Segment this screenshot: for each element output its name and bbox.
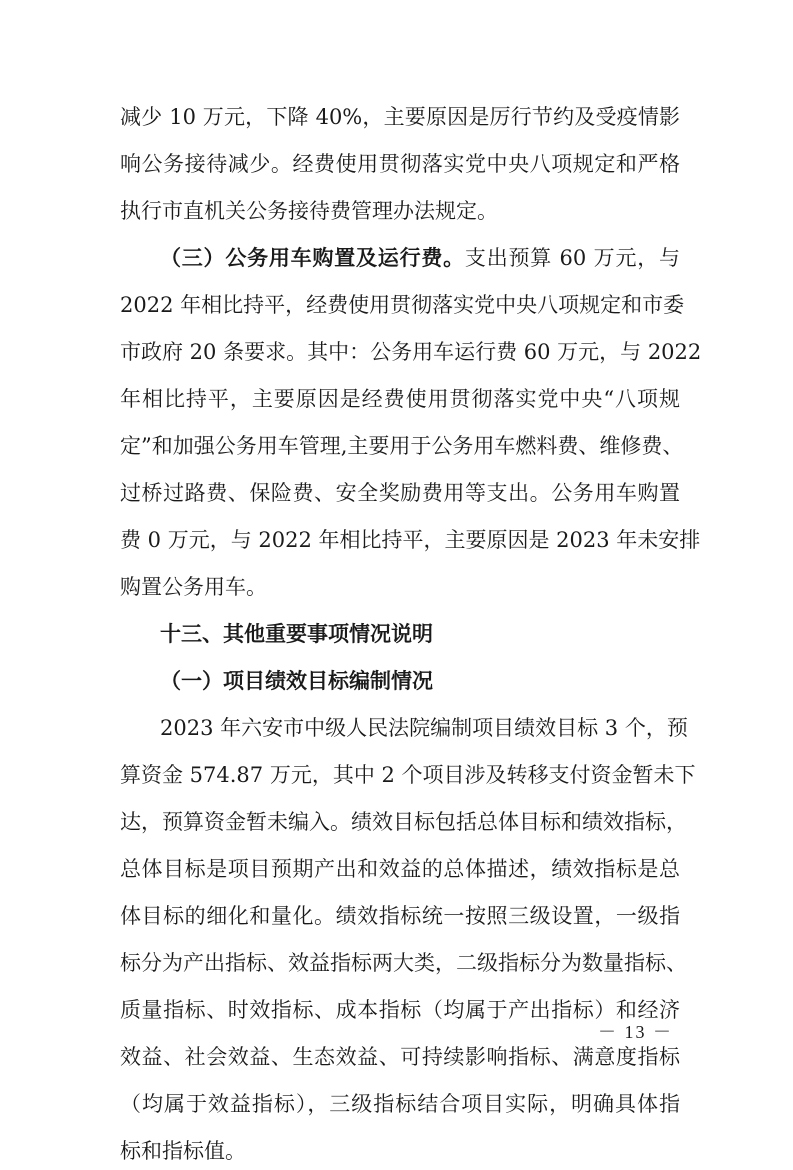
paragraph-line: 定”和加强公务用车管理,主要用于公务用车燃料费、维修费、 (120, 434, 684, 458)
paragraph-line: 响公务接待减少。经费使用贯彻落实党中央八项规定和严格 (120, 152, 680, 176)
section-heading: 十三、其他重要事项情况说明 (160, 622, 433, 646)
subsection-heading: （三）公务用车购置及运行费。 (160, 246, 465, 270)
paragraph-line: 过桥过路费、保险费、安全奖励费用等支出。公务用车购置 (120, 481, 680, 505)
paragraph-line: 市政府 20 条要求。其中：公务用车运行费 60 万元，与 2022 (120, 340, 702, 364)
paragraph-line: 效益、社会效益、生态效益、可持续影响指标、满意度指标 (120, 1045, 680, 1069)
paragraph-line: 执行市直机关公务接待费管理办法规定。 (120, 199, 498, 223)
paragraph-line: 2023 年六安市中级人民法院编制项目绩效目标 3 个，预 (160, 716, 688, 740)
paragraph-line: 年相比持平，主要原因是经费使用贯彻落实党中央“八项规 (120, 387, 680, 411)
paragraph-line: 算资金 574.87 万元，其中 2 个项目涉及转移支付资金暂未下 (120, 763, 696, 787)
paragraph-line: 总体目标是项目预期产出和效益的总体描述，绩效指标是总 (120, 857, 680, 881)
paragraph-line: 费 0 万元，与 2022 年相比持平，主要原因是 2023 年未安排 (120, 528, 701, 552)
paragraph-line: 减少 10 万元，下降 40%，主要原因是厉行节约及受疫情影 (120, 105, 680, 129)
paragraph-line: 标和指标值。 (120, 1139, 246, 1163)
paragraph-line: 标分为产出指标、效益指标两大类，二级指标分为数量指标、 (120, 951, 687, 975)
paragraph-line (120, 239, 680, 277)
paragraph-line: 体目标的细化和量化。绩效指标统一按照三级设置，一级指 (120, 904, 680, 928)
page-number: － 13 － (598, 1022, 673, 1042)
paragraph-line: 2022 年相比持平，经费使用贯彻落实党中央八项规定和市委 (120, 293, 685, 317)
paragraph-line: （均属于效益指标），三级指标结合项目实际，明确具体指 (120, 1092, 680, 1116)
paragraph-line: 达，预算资金暂未编入。绩效目标包括总体目标和绩效指标， (120, 810, 687, 834)
paragraph-text: 支出预算 60 万元，与 (464, 246, 681, 270)
paragraph-line: 质量指标、时效指标、成本指标（均属于产出指标）和经济 (120, 998, 680, 1022)
subsection-heading: （一）项目绩效目标编制情况 (160, 669, 433, 693)
paragraph-line: 购置公务用车。 (120, 575, 267, 599)
